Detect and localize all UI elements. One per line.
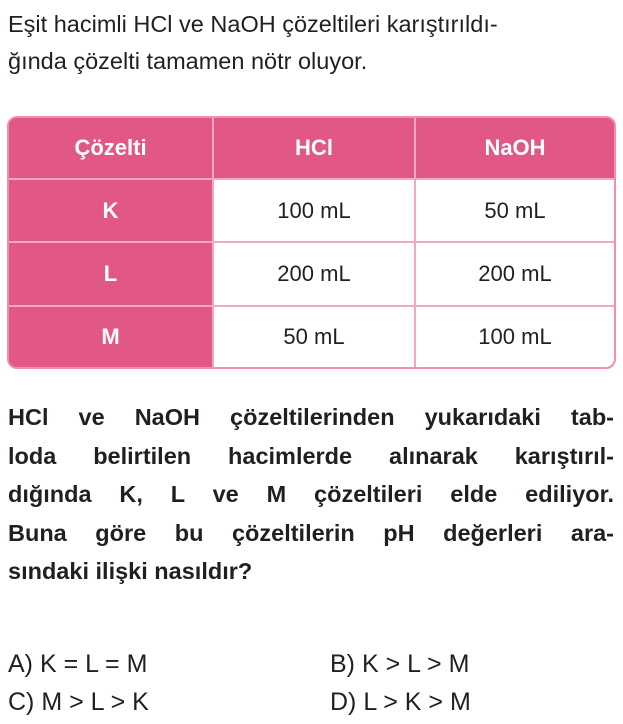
options-row (8, 645, 614, 683)
column-header-naoh: NaOH (415, 118, 614, 179)
question-line: dığında K, L ve M çözeltileri elde ediliyor. (8, 481, 614, 508)
question-line: Buna göre bu çözeltilerin pH değerleri ara- (8, 519, 614, 546)
naoh-volume-cell: 200 mL (415, 242, 614, 305)
row-label: L (9, 242, 213, 305)
row-label: K (9, 179, 213, 242)
row-label: M (9, 306, 213, 367)
data-table (7, 116, 616, 369)
intro-line: ğında çözelti tamamen nötr oluyor. (8, 48, 368, 74)
question-line: sındaki ilişki nasıldır? (8, 558, 253, 585)
table-row (9, 306, 614, 367)
table-row (9, 242, 614, 305)
hcl-volume-cell: 100 mL (213, 179, 415, 242)
naoh-volume-cell: 50 mL (415, 179, 614, 242)
option-a[interactable]: A) K = L = M (8, 650, 148, 678)
naoh-volume-cell: 100 mL (415, 306, 614, 367)
intro-text (8, 6, 613, 80)
column-header-solution: Çözelti (9, 118, 213, 179)
table-header-row (9, 118, 614, 179)
question-text (8, 398, 614, 591)
option-d[interactable]: D) L > K > M (330, 688, 471, 716)
options-row (8, 683, 614, 721)
answer-options (8, 645, 614, 721)
column-header-hcl: HCl (213, 118, 415, 179)
option-b[interactable]: B) K > L > M (330, 650, 470, 678)
hcl-volume-cell: 200 mL (213, 242, 415, 305)
option-c[interactable]: C) M > L > K (8, 688, 149, 716)
table-row (9, 179, 614, 242)
intro-line: Eşit hacimli HCl ve NaOH çözeltileri karıştırıldı- (8, 11, 498, 37)
question-line: loda belirtilen hacimlerde alınarak karıştırıl- (8, 442, 614, 469)
hcl-volume-cell: 50 mL (213, 306, 415, 367)
question-line: HCl ve NaOH çözeltilerinden yukarıdaki tab- (8, 404, 614, 430)
